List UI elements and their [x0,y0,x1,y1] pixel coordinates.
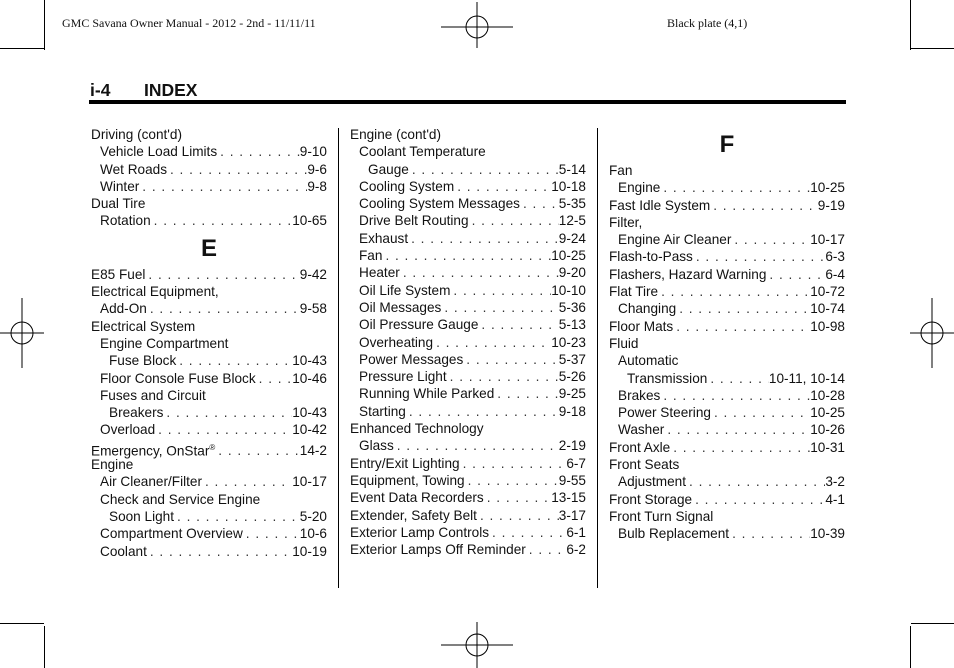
dot-leader [660,179,810,196]
index-entry [91,266,327,283]
index-entry [91,335,327,352]
registration-mark-bottom [441,622,513,668]
index-term: Event Data Recorders [350,490,484,506]
page-reference: 10-65 [292,213,327,229]
dot-leader [217,143,300,160]
index-term: E85 Fuel [91,266,146,282]
index-term: Oil Messages [359,299,442,315]
page-reference: 5-36 [558,299,586,315]
registration-mark-top [441,2,513,48]
index-entry [350,230,586,247]
index-entry [350,126,586,143]
page-reference: 9-42 [299,266,327,282]
index-entry [91,473,327,490]
page-reference: 5-13 [558,317,586,333]
page-reference: 3-2 [825,474,845,490]
index-term: Emergency, OnStar® [91,442,216,459]
index-entry [350,195,586,212]
index-entry [91,370,327,387]
page-number: i-4 [90,80,111,100]
page-reference: 5-14 [558,161,586,177]
index-entry [350,472,586,489]
index-term: Front Seats [609,457,680,473]
page-reference: 2-19 [558,438,586,454]
dot-leader [174,508,300,525]
dot-leader [686,473,825,490]
page-reference: 13-15 [551,490,586,506]
index-term: Starting [359,403,406,419]
index-entry [609,248,845,265]
index-entry [350,524,586,541]
registration-mark-right [910,298,954,368]
page-reference: 9-55 [558,472,586,488]
index-entry [609,370,845,387]
index-term: Compartment Overview [100,526,243,542]
dot-leader [664,421,810,438]
page-reference: 10-31 [810,439,845,455]
dot-leader [766,266,825,283]
page-reference: 10-6 [299,526,327,542]
dot-leader [151,212,293,229]
dot-leader [256,370,293,387]
dot-leader [460,455,567,472]
index-entry [609,421,845,438]
index-entry [609,214,845,231]
index-letter-heading: F [719,131,735,158]
index-term: Engine [618,180,661,196]
crop-mark [911,623,954,624]
crop-mark [911,48,954,49]
index-term: Electrical Equipment, [91,284,219,300]
index-term: Filter, [609,214,643,230]
index-term: Transmission [627,370,708,386]
dot-leader [692,491,825,508]
index-term: Adjustment [618,474,687,490]
page-reference: 10-72 [810,284,845,300]
dot-leader [707,370,769,387]
index-entry [350,368,586,385]
index-entry [91,387,327,404]
index-column-1 [91,126,327,560]
index-entry [350,403,586,420]
index-entry [91,525,327,542]
index-term: Extender, Safety Belt [350,507,477,523]
index-term: Wet Roads [100,161,167,177]
index-entry [609,491,845,508]
dot-leader [454,178,551,195]
print-header-right: Black plate (4,1) [667,16,748,30]
page-reference: 10-25 [810,405,845,421]
page-reference: 9-6 [307,161,327,177]
index-entry [350,282,586,299]
page-reference: 10-42 [292,422,327,438]
dot-leader [400,264,559,281]
dot-leader [658,283,810,300]
dot-leader [433,334,551,351]
index-term: Fluid [609,335,639,351]
index-term: Glass [359,438,394,454]
dot-leader [450,282,551,299]
index-entry [91,439,327,459]
dot-leader [163,404,292,421]
page-reference: 10-18 [551,178,586,194]
index-term: Oil Life System [359,282,451,298]
dot-leader [441,299,558,316]
index-entry [350,385,586,402]
page-reference: 10-17 [292,474,327,490]
dot-leader [409,161,559,178]
index-term: Exterior Lamps Off Reminder [350,542,526,558]
index-term: Front Storage [609,491,693,507]
index-letter-heading: E [200,234,217,262]
index-term: Front Turn Signal [609,508,714,524]
dot-leader [494,385,559,402]
page-reference: 10-39 [810,526,845,542]
page-reference: 6-4 [825,266,845,282]
column-divider [597,128,598,588]
page-reference: 9-19 [817,197,845,213]
dot-leader [477,507,559,524]
index-term: Heater [359,265,400,281]
dot-leader [167,161,307,178]
index-entry [609,456,845,473]
dot-leader [406,403,559,420]
page-reference: 5-26 [558,369,586,385]
index-term: Soon Light [109,508,175,524]
index-entry [350,334,586,351]
index-term: Driving (cont'd) [91,127,182,142]
index-entry [609,508,845,525]
index-entry [91,300,327,317]
dot-leader [731,231,810,248]
index-term: Add-On [100,301,147,317]
print-header-left: GMC Savana Owner Manual - 2012 - 2nd - 11/11/11 [62,16,316,30]
dot-leader [660,387,810,404]
index-entry [350,264,586,281]
index-entry [609,266,845,283]
page-reference: 10-25 [551,248,586,264]
index-entry [91,143,327,160]
dot-leader [243,525,300,542]
index-term: Fuse Block [109,353,177,369]
index-term: Overheating [359,334,434,350]
dot-leader [484,489,551,506]
dot-leader [526,541,567,558]
page-reference: 10-19 [292,543,327,559]
index-entry [609,335,845,352]
index-term: Vehicle Load Limits [100,144,218,160]
index-term: Coolant [100,543,147,559]
index-term: Cooling System [359,178,455,194]
index-entry [350,212,586,229]
index-term: Bulb Replacement [618,526,730,542]
index-term: Washer [618,422,665,438]
index-entry [91,195,327,212]
index-entry [609,318,845,335]
index-term: Air Cleaner/Filter [100,474,202,490]
index-entry [350,420,586,437]
dot-leader [520,195,559,212]
index-term: Electrical System [91,318,196,334]
index-term: Power Steering [618,405,711,421]
index-entry [91,126,327,143]
dot-leader [673,318,810,335]
page-reference: 9-20 [558,265,586,281]
page-reference: 9-58 [299,301,327,317]
index-entry [91,318,327,335]
index-term: Equipment, Towing [350,472,465,488]
index-term: Rotation [100,213,151,229]
index-entry [350,507,586,524]
index-term: Coolant Temperature [359,144,486,160]
page-reference: 14-2 [299,443,327,459]
index-entry [609,197,845,214]
index-entry [350,299,586,316]
index-entry [350,178,586,195]
page-reference: 10-25 [810,180,845,196]
index-entry [609,439,845,456]
dot-leader [447,368,559,385]
page-reference: 9-25 [558,386,586,402]
index-entry [350,316,586,333]
index-term: Changing [618,301,677,317]
page-reference: 10-23 [551,334,586,350]
page-reference: 9-24 [558,230,586,246]
index-term: Breakers [109,405,164,421]
page-reference: 10-43 [292,353,327,369]
page-reference: 5-37 [558,351,586,367]
index-term: Oil Pressure Gauge [359,317,479,333]
index-entry [609,473,845,490]
index-entry [91,178,327,195]
dot-leader [489,524,566,541]
page-reference: 3-17 [558,507,586,523]
index-term: Power Messages [359,351,464,367]
index-term: Flash-to-Pass [609,249,693,265]
dot-leader [693,248,825,265]
index-term: Exhaust [359,230,409,246]
index-term: Engine Compartment [100,335,229,351]
page-reference: 6-3 [825,249,845,265]
dot-leader [729,525,810,542]
page-reference: 10-11, 10-14 [768,370,845,386]
dot-leader [382,247,551,264]
index-term: Front Axle [609,439,671,455]
index-entry [609,283,845,300]
index-entry [91,404,327,421]
dot-leader [215,442,300,459]
index-term: Engine Air Cleaner [618,232,732,248]
page-reference: 6-7 [566,455,586,471]
page-reference: 6-2 [566,542,586,558]
index-entry [350,143,586,160]
crop-mark [44,626,45,668]
index-term: Pressure Light [359,369,447,385]
index-entry [91,421,327,438]
page-reference: 10-26 [810,422,845,438]
index-term: Fan [609,163,633,178]
index-entry [609,179,845,196]
dot-leader [155,421,292,438]
page-reference: 10-10 [551,282,586,298]
dot-leader [408,230,559,247]
index-entry [350,437,586,454]
index-term: Automatic [618,353,679,369]
page-title [90,80,197,101]
index-term: Running While Parked [359,386,495,402]
index-term: Gauge [368,161,409,177]
page-reference: 12-5 [558,213,586,229]
index-entry [609,387,845,404]
page-reference: 5-35 [558,196,586,212]
index-term: Floor Mats [609,318,674,334]
dot-leader [465,472,559,489]
index-entry [609,162,845,179]
index-term: Winter [100,178,140,194]
crop-mark [910,0,911,50]
registration-mark-left [0,298,44,368]
index-term: Flat Tire [609,284,659,300]
index-term: Dual Tire [91,196,146,212]
page-reference: 9-10 [299,144,327,160]
index-term: Check and Service Engine [100,491,261,507]
index-term: Fast Idle System [609,197,711,213]
dot-leader [145,266,299,283]
dot-leader [176,352,292,369]
page-reference: 6-1 [566,524,586,540]
dot-leader [711,404,810,421]
index-term: Fuses and Circuit [100,387,206,403]
page-reference: 10-74 [810,301,845,317]
index-entry [350,489,586,506]
index-entry [91,543,327,560]
dot-leader [670,439,810,456]
page-reference: 5-20 [299,508,327,524]
page-reference: 10-43 [292,405,327,421]
index-column-3 [609,126,845,543]
section-title: INDEX [144,80,198,100]
index-entry [91,508,327,525]
index-entry [350,351,586,368]
dot-leader [676,300,810,317]
page-reference: 4-1 [825,491,845,507]
index-entry [350,541,586,558]
index-term: Enhanced Technology [350,421,484,437]
index-term: Brakes [618,387,661,403]
index-term: Engine [91,457,134,473]
dot-leader [394,437,559,454]
index-entry [91,161,327,178]
index-entry [91,212,327,229]
crop-mark [910,626,911,668]
index-entry [609,404,845,421]
crop-mark [0,48,44,49]
index-column-2 [350,126,586,558]
index-term: Fan [359,248,383,264]
crop-mark [0,623,44,624]
page-reference: 10-17 [810,232,845,248]
dot-leader [202,473,292,490]
page-reference: 9-18 [558,403,586,419]
page-reference: 10-46 [292,370,327,386]
index-entry [91,352,327,369]
dot-leader [469,212,559,229]
dot-leader [478,316,558,333]
index-entry [350,455,586,472]
column-divider [338,128,339,588]
page-reference: 10-98 [810,318,845,334]
index-term: Overload [100,422,156,438]
index-term: Flashers, Hazard Warning [609,266,767,282]
dot-leader [147,300,300,317]
dot-leader [139,178,307,195]
dot-leader [710,197,818,214]
index-term: Engine (cont'd) [350,127,442,142]
index-term: Exterior Lamp Controls [350,524,490,540]
registered-mark: ® [209,442,216,452]
index-entry [91,283,327,300]
index-term: Entry/Exit Lighting [350,455,460,471]
index-term: Drive Belt Routing [359,213,469,229]
index-entry [609,300,845,317]
page-reference: 10-28 [810,387,845,403]
index-entry [350,161,586,178]
crop-mark [44,0,45,50]
index-term: Floor Console Fuse Block [100,370,256,386]
dot-leader [463,351,559,368]
page-reference: 9-8 [307,178,327,194]
index-entry [350,247,586,264]
index-entry [91,491,327,508]
index-entry [609,352,845,369]
index-entry [609,525,845,542]
index-term: Cooling System Messages [359,196,520,212]
dot-leader [147,543,292,560]
title-rule [89,100,846,104]
index-entry [609,231,845,248]
